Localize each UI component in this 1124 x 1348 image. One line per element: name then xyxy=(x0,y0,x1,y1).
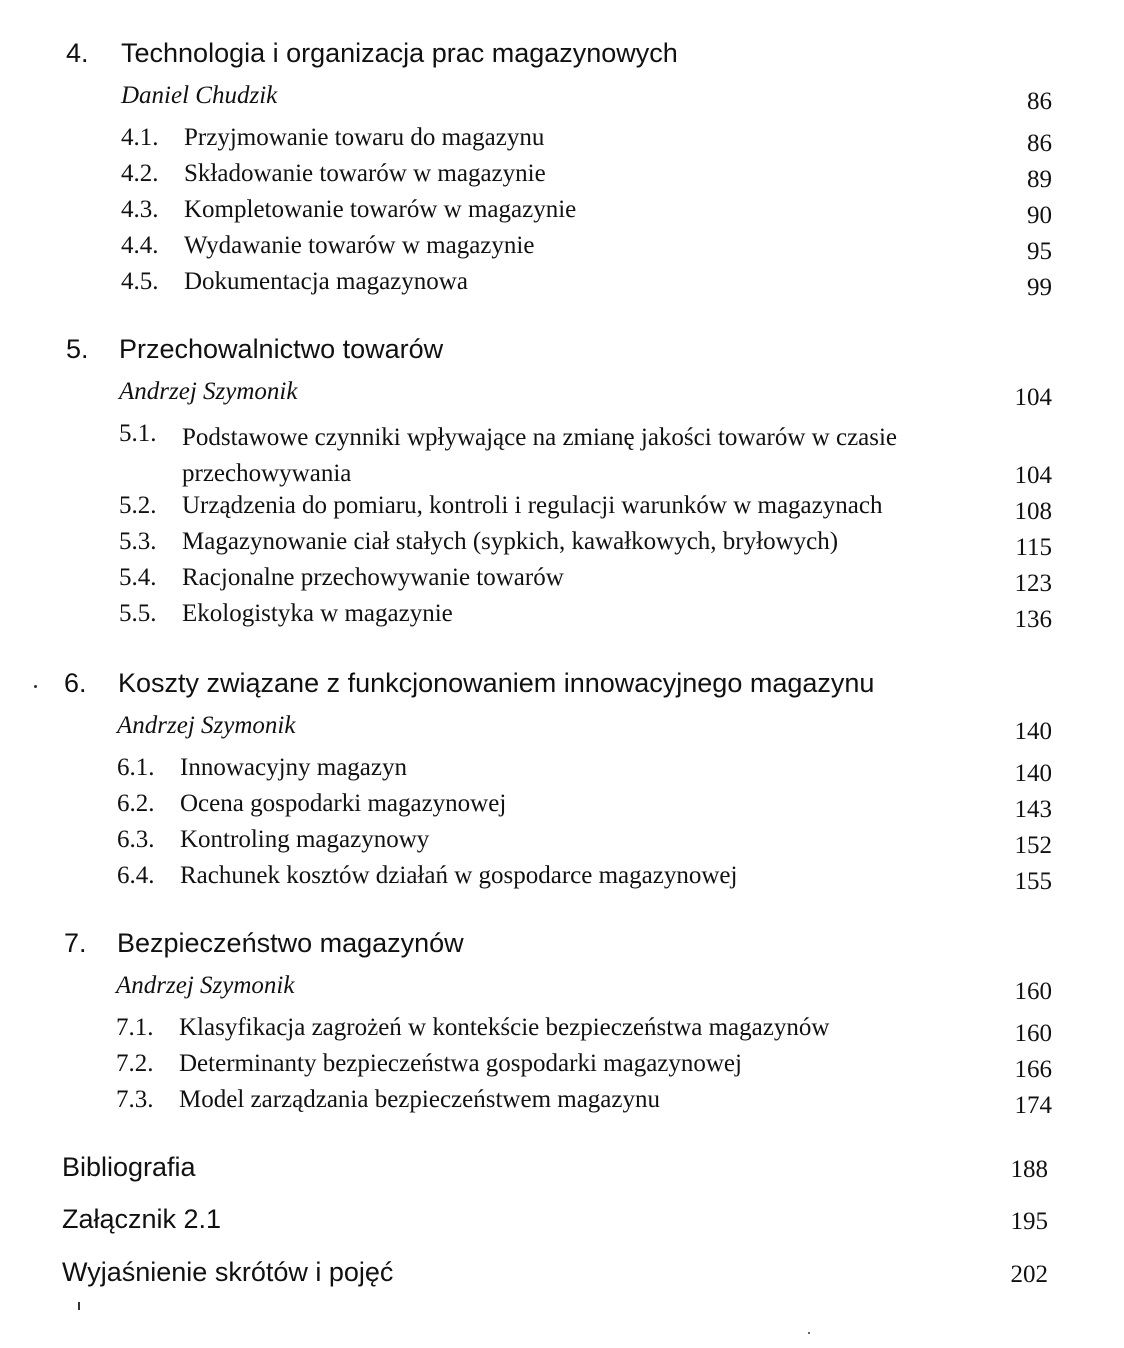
chapter-number: 6. xyxy=(64,668,87,698)
toc-section-row xyxy=(0,232,1124,268)
section-title: Urządzenia do pomiaru, kontroli i regulacji warunków w magazynach xyxy=(182,492,883,519)
chapter-number: 4. xyxy=(66,38,89,68)
section-number: 5.1. xyxy=(119,420,157,447)
chapter-number: 7. xyxy=(64,928,87,958)
section-title: Kontroling magazynowy xyxy=(180,826,430,853)
section-number: 5.5. xyxy=(119,600,157,627)
section-number: 7.2. xyxy=(116,1050,154,1077)
chapter-7 xyxy=(0,928,1124,1122)
section-number: 5.4. xyxy=(119,564,157,591)
section-number: 5.2. xyxy=(119,492,157,519)
section-title: Ekologistyka w magazynie xyxy=(182,600,453,627)
chapter-title: Bezpieczeństwo magazynów xyxy=(117,928,464,958)
section-title: Kompletowanie towarów w magazynie xyxy=(184,196,577,223)
section-page: 123 xyxy=(1014,570,1052,597)
chapter-page: 160 xyxy=(1014,978,1052,1005)
chapter-page: 104 xyxy=(1014,384,1052,411)
section-title: Wydawanie towarów w magazynie xyxy=(184,232,535,259)
chapter-author-row xyxy=(0,82,1124,124)
scan-speck xyxy=(78,1302,80,1310)
toc-section-row xyxy=(0,160,1124,196)
section-title: Racjonalne przechowywanie towarów xyxy=(182,564,564,591)
section-page: 95 xyxy=(1027,238,1052,265)
section-number: 6.4. xyxy=(117,862,155,889)
section-page: 89 xyxy=(1027,166,1052,193)
section-page: 166 xyxy=(1014,1056,1052,1083)
toc-section-row xyxy=(0,420,1124,492)
toc-section-row xyxy=(0,124,1124,160)
section-title: Ocena gospodarki magazynowej xyxy=(180,790,507,817)
section-number: 6.2. xyxy=(117,790,155,817)
toc-section-row xyxy=(0,754,1124,790)
toc-section-row xyxy=(0,492,1124,528)
chapter-heading xyxy=(0,668,1124,712)
section-number: 4.4. xyxy=(121,232,159,259)
chapter-6 xyxy=(0,668,1124,898)
end-entry-title: Załącznik 2.1 xyxy=(62,1204,222,1234)
scan-speck xyxy=(808,1332,810,1334)
section-number: 6.1. xyxy=(117,754,155,781)
chapter-author-row xyxy=(0,378,1124,420)
section-page: 115 xyxy=(1015,534,1052,561)
toc-section-row xyxy=(0,196,1124,232)
section-title: Model zarządzania bezpieczeństwem magazynu xyxy=(179,1086,660,1113)
section-page: 99 xyxy=(1027,274,1052,301)
chapter-heading xyxy=(0,928,1124,972)
section-number: 4.2. xyxy=(121,160,159,187)
chapter-title: Przechowalnictwo towarów xyxy=(119,334,444,364)
section-page: 136 xyxy=(1014,606,1052,633)
chapter-number: 5. xyxy=(66,334,89,364)
section-page: 104 xyxy=(1014,462,1052,489)
section-title: Dokumentacja magazynowa xyxy=(184,268,468,295)
toc-section-row xyxy=(0,1086,1124,1122)
section-page: 140 xyxy=(1014,760,1052,787)
section-page: 174 xyxy=(1014,1092,1052,1119)
toc-end-entry xyxy=(0,1204,1124,1256)
chapter-page: 86 xyxy=(1027,88,1052,115)
toc-section-row xyxy=(0,826,1124,862)
toc-section-row xyxy=(0,564,1124,600)
chapter-author: Andrzej Szymonik xyxy=(117,712,296,739)
end-entry-title: Bibliografia xyxy=(62,1152,196,1182)
chapter-author-row xyxy=(0,972,1124,1014)
end-entry-page: 195 xyxy=(1010,1208,1048,1235)
toc-section-row xyxy=(0,600,1124,636)
toc-end-entry xyxy=(0,1152,1124,1204)
section-number: 4.3. xyxy=(121,196,159,223)
chapter-author: Andrzej Szymonik xyxy=(116,972,295,999)
toc-section-row xyxy=(0,862,1124,898)
section-number: 6.3. xyxy=(117,826,155,853)
end-entry-title: Wyjaśnienie skrótów i pojęć xyxy=(62,1257,394,1287)
section-page: 108 xyxy=(1014,498,1052,525)
end-entry-page: 188 xyxy=(1010,1156,1048,1183)
section-page: 86 xyxy=(1027,130,1052,157)
toc-section-row xyxy=(0,1050,1124,1086)
section-number: 4.5. xyxy=(121,268,159,295)
section-title: Klasyfikacja zagrożeń w kontekście bezpieczeństwa magazynów xyxy=(179,1014,830,1041)
section-title: Składowanie towarów w magazynie xyxy=(184,160,546,187)
section-page: 155 xyxy=(1014,868,1052,895)
section-page: 143 xyxy=(1014,796,1052,823)
section-title: Innowacyjny magazyn xyxy=(180,754,408,781)
chapter-author: Andrzej Szymonik xyxy=(119,378,298,405)
chapter-title: Koszty związane z funkcjonowaniem innowacyjnego magazynu xyxy=(118,668,875,698)
toc-section-row xyxy=(0,790,1124,826)
section-page: 152 xyxy=(1014,832,1052,859)
chapter-heading xyxy=(0,334,1124,378)
section-title: Rachunek kosztów działań w gospodarce magazynowej xyxy=(180,862,738,889)
section-title: Determinanty bezpieczeństwa gospodarki magazynowej xyxy=(179,1050,742,1077)
section-number: 5.3. xyxy=(119,528,157,555)
chapter-heading xyxy=(0,38,1124,82)
scan-speck xyxy=(34,685,37,688)
section-number: 4.1. xyxy=(121,124,159,151)
section-page: 160 xyxy=(1014,1020,1052,1047)
chapter-4 xyxy=(0,38,1124,304)
section-title: Magazynowanie ciał stałych (sypkich, kawałkowych, bryłowych) xyxy=(182,528,839,555)
section-page: 90 xyxy=(1027,202,1052,229)
section-title: Przyjmowanie towaru do magazynu xyxy=(184,124,545,151)
section-number: 7.1. xyxy=(116,1014,154,1041)
chapter-5 xyxy=(0,334,1124,636)
end-entry-page: 202 xyxy=(1010,1261,1048,1288)
chapter-title: Technologia i organizacja prac magazynowych xyxy=(121,38,678,68)
toc-end-entry xyxy=(0,1257,1124,1309)
section-number: 7.3. xyxy=(116,1086,154,1113)
chapter-author: Daniel Chudzik xyxy=(121,82,278,109)
chapter-author-row xyxy=(0,712,1124,754)
toc-section-row xyxy=(0,1014,1124,1050)
chapter-page: 140 xyxy=(1014,718,1052,745)
section-title: Podstawowe czynniki wpływające na zmianę jakości towarów w czasie przechowywania xyxy=(182,424,898,487)
toc-section-row xyxy=(0,528,1124,564)
toc-section-row xyxy=(0,268,1124,304)
